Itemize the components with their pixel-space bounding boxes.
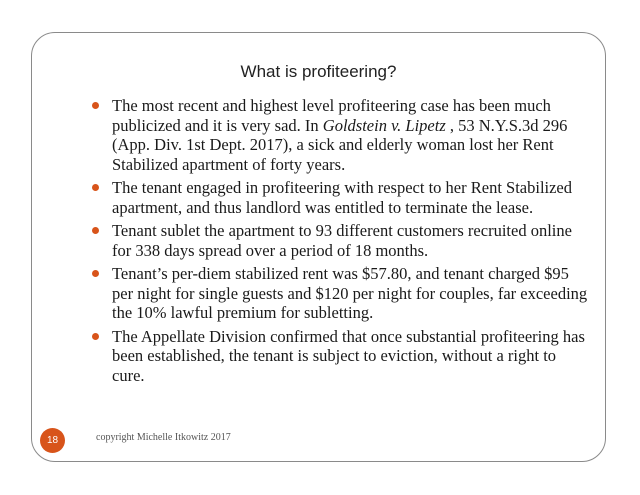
case-name: Goldstein v. Lipetz	[322, 115, 446, 135]
bullet-text: Tenant’s per-diem stabilized rent was $57.80, and tenant charged $95 per night for single guests and $120 per night for couples, far exceeding the 10% lawful premium for subletting.	[112, 264, 588, 322]
bullet-dot-icon	[92, 270, 99, 277]
bullet-dot-icon	[92, 102, 99, 109]
page-number-badge: 18	[40, 428, 65, 453]
copyright-footer: copyright Michelle Itkowitz 2017	[96, 432, 231, 443]
bullet-text: Tenant sublet the apartment to 93 different customers recruited online for 338 days spread over a period of 18 months.	[112, 221, 572, 260]
bullet-dot-icon	[92, 333, 99, 340]
bullet-item	[92, 178, 592, 217]
bullet-text: The tenant engaged in profiteering with respect to her Rent Stabilized apartment, and thus landlord was entitled to terminate the lease.	[112, 178, 573, 217]
bullet-text-part: , 53 N.Y.S.3d 296 (App. Div. 1st Dept. 2017), a sick and elderly woman lost her Rent Stabilized apartment of forty years.	[112, 115, 568, 174]
bullet-dot-icon	[92, 184, 99, 191]
bullet-text-part: The most recent and highest level profiteering case has been much publicized and it is very sad. In	[112, 96, 551, 135]
bullet-list	[92, 96, 592, 389]
bullet-text: The Appellate Division confirmed that once substantial profiteering has been established, the tenant is subject to eviction, without a right to cure.	[112, 326, 585, 385]
bullet-item	[92, 221, 592, 260]
bullet-dot-icon	[92, 227, 99, 234]
bullet-item	[92, 327, 592, 386]
bullet-item	[92, 264, 592, 323]
bullet-item	[92, 96, 592, 174]
slide-title: What is profiteering?	[240, 62, 397, 81]
